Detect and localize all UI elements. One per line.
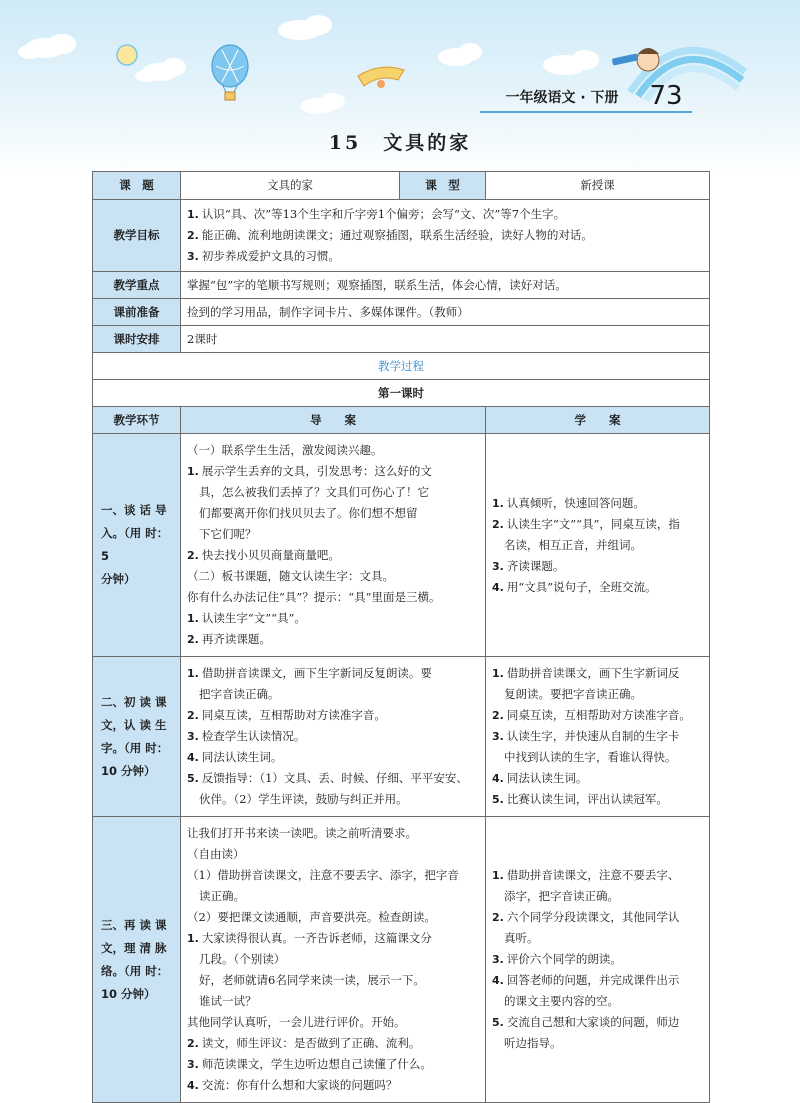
goals-list (181, 200, 710, 272)
item-text: 认真倾听，快速回答问题。 (506, 495, 645, 510)
item-number: 4. (492, 580, 504, 594)
goal-line (187, 225, 703, 246)
cloud-icon (278, 15, 332, 40)
item-text: 伙伴。（2）学生评读，鼓励与纠正并用。 (199, 792, 408, 806)
stage-row (93, 434, 710, 657)
guide-line (187, 629, 479, 650)
cloud-icon (543, 50, 599, 75)
item-text: 谁试一试？ (199, 994, 257, 1008)
guide-line (187, 461, 479, 482)
item-text: 快去找小贝贝商量商量吧。 (201, 548, 340, 562)
item-number: 3. (492, 730, 504, 743)
process-row (93, 353, 710, 380)
lesson-title (250, 126, 550, 160)
item-text: （自由读） (187, 847, 245, 861)
item-text: 认识“具、次”等13个生字和斤字旁1个偏旁；会写“文、次”等7个生字。 (201, 207, 566, 221)
item-text: 借助拼音读课文，注意不要丢字、 (506, 868, 680, 882)
lesson-plan-table (92, 171, 710, 1103)
cloud-icon (300, 93, 345, 114)
item-text: 真听。 (504, 931, 539, 945)
item-text: 同桌互读，互相帮助对方读准字音。 (201, 708, 386, 722)
item-number: 4. (492, 974, 504, 987)
item-text: 认读生字“文”“具”。 (201, 611, 306, 625)
item-number: 3. (187, 730, 199, 743)
study-line (492, 535, 703, 556)
item-text: （1）借助拼音读课文，注意不要丢字、添字，把字音 (187, 868, 459, 882)
item-text: 六个同学分段读课文，其他同学认 (506, 910, 680, 924)
item-number: 4. (187, 1079, 199, 1092)
goals-row (93, 200, 710, 272)
item-text: 们都要离开你们找贝贝去了。你们想不想留 (199, 506, 418, 520)
item-number: 5. (492, 793, 504, 806)
guide-line (187, 1012, 479, 1033)
goals-label: 教学目标 (93, 200, 181, 272)
stage-name-line: 入。（用 时：5 (101, 526, 169, 563)
stage-row (93, 657, 710, 817)
focus-value: 掌握“包”字的笔顺书写规则；观察插图，联系生活，体会心情，读好对话。 (181, 272, 710, 299)
item-number: 3. (492, 559, 504, 573)
item-number: 2. (187, 633, 199, 646)
topic-row (93, 172, 710, 200)
guide-line (187, 566, 479, 587)
item-text: 几段。（个别读） (199, 952, 286, 966)
guide-line (187, 747, 479, 768)
item-text: （二）板书课题，随文认读生字：文具。 (187, 569, 394, 583)
item-number: 1. (187, 932, 199, 945)
prep-label: 课前准备 (93, 299, 181, 326)
item-text: 展示学生丢弃的文具，引发思考：这么好的文 (201, 464, 432, 478)
stage-name-line: 分钟） (101, 572, 136, 586)
item-text: 回答老师的问题，并完成课件出示 (506, 973, 680, 987)
item-number: 5. (187, 772, 199, 785)
item-text: 名读，相互正音，并组词。 (504, 537, 642, 552)
study-line (492, 865, 703, 886)
grade-label: 一年级语文 · 下册 (505, 90, 619, 106)
stage-row (93, 817, 710, 1103)
item-number: 1. (492, 869, 504, 882)
guide-line (187, 823, 479, 844)
item-number: 1. (187, 465, 199, 478)
stage-name-line: 10 分钟） (101, 763, 156, 778)
study-content (486, 434, 710, 657)
lesson-number: 15 (328, 132, 362, 154)
stage-rows (93, 434, 710, 1103)
guide-line (187, 970, 479, 991)
study-line (492, 991, 703, 1012)
study-line (492, 663, 703, 684)
stage-name-line: 文，理 清 脉 (101, 940, 167, 955)
guide-line (187, 1054, 479, 1075)
item-text: 比赛认读生词，评出认读冠军。 (506, 792, 668, 806)
study-line (492, 577, 703, 598)
item-text: 你有什么办法记住“具”？提示：“具”里面是三横。 (187, 590, 441, 604)
type-value: 新授课 (486, 172, 710, 200)
item-text: 认读生字“文”“具”，同桌互读，指 (506, 516, 680, 531)
study-line (492, 684, 703, 705)
cloud-icon (438, 43, 482, 66)
study-line (492, 493, 703, 514)
stage-name (93, 657, 181, 817)
focus-row (93, 272, 710, 299)
item-text: 中找到认读的生字，看谁认得快。 (504, 750, 677, 764)
study-line (492, 949, 703, 970)
guide-line (187, 865, 479, 886)
item-text: 让我们打开书来读一读吧。读之前听清要求。 (187, 826, 417, 840)
item-text: 检查学生认读情况。 (201, 729, 306, 743)
study-line (492, 747, 703, 768)
hot-air-balloon-icon (212, 45, 248, 100)
item-text: 师范读课文，学生边听边想自己读懂了什么。 (201, 1057, 432, 1071)
study-content (486, 817, 710, 1103)
guide-line (187, 928, 479, 949)
first-period-heading: 第一课时 (93, 380, 710, 407)
study-line (492, 705, 703, 726)
prep-row (93, 299, 710, 326)
teaching-process-heading: 教学过程 (93, 353, 710, 380)
glider-icon (358, 67, 404, 88)
item-number: 1. (187, 612, 199, 625)
guide-line (187, 726, 479, 747)
cloud-icon (18, 34, 76, 59)
study-line (492, 928, 703, 949)
item-text: 借助拼音读课文，画下生字新词反 (506, 666, 680, 680)
focus-label: 教学重点 (93, 272, 181, 299)
item-number: 4. (492, 772, 504, 785)
item-text: 添字，把字音读正确。 (504, 889, 619, 903)
item-number: 2. (492, 709, 504, 722)
study-line (492, 789, 703, 810)
child-with-telescope-icon (612, 48, 659, 71)
guide-line (187, 524, 479, 545)
item-text: 借助拼音读课文，画下生字新词反复朗读。要 (201, 666, 432, 680)
guide-line (187, 907, 479, 928)
stage-name-line: 二、初 读 课 (101, 694, 167, 709)
study-line (492, 514, 703, 535)
study-line (492, 1033, 703, 1054)
study-line (492, 726, 703, 747)
stage-name (93, 434, 181, 657)
lesson-title-text: 文具的家 (383, 132, 472, 154)
study-line (492, 907, 703, 928)
item-text: 评价六个同学的朗读。 (506, 952, 622, 966)
study-line (492, 1012, 703, 1033)
period-row (93, 380, 710, 407)
item-number: 1. (187, 667, 199, 680)
item-text: 初步养成爱护文具的习惯。 (201, 249, 340, 263)
goal-line (187, 246, 703, 267)
stage-name (93, 817, 181, 1103)
stage-name-line: 文，认 读 生 (101, 717, 167, 732)
prep-value: 捡到的学习用品，制作字词卡片、多媒体课件。（教师） (181, 299, 710, 326)
guide-line (187, 949, 479, 970)
item-text: 交流自己想和大家谈的问题，师边 (506, 1015, 680, 1029)
item-text: 把字音读正确。 (199, 687, 280, 701)
item-text: 复朗读。要把字音读正确。 (504, 687, 642, 701)
item-number: 1. (187, 208, 199, 221)
goal-line (187, 204, 703, 225)
item-number: 2. (492, 517, 504, 531)
item-text: 好，老师就请6名同学来读一读，展示一下。 (199, 973, 425, 987)
item-text: 读文，师生评议：是否做到了正确、流利。 (201, 1036, 421, 1050)
item-text: 的课文主要内容的空。 (504, 994, 619, 1008)
topic-label: 课 题 (93, 172, 181, 200)
guide-line (187, 844, 479, 865)
column-header-row (93, 407, 710, 434)
stage-name-line: 络。（用 时： (101, 963, 169, 978)
sun-icon (117, 45, 137, 65)
guide-line (187, 587, 479, 608)
study-line (492, 970, 703, 991)
type-label: 课 型 (400, 172, 486, 200)
study-content (486, 657, 710, 817)
study-line (492, 886, 703, 907)
schedule-row (93, 326, 710, 353)
guide-line (187, 545, 479, 566)
guide-line (187, 886, 479, 907)
guide-content (181, 817, 486, 1103)
topic-value: 文具的家 (181, 172, 400, 200)
item-number: 3. (187, 250, 199, 263)
item-text: （2）要把课文读通顺，声音要洪亮。检查朗读。 (187, 910, 436, 924)
item-text: 同法认读生词。 (506, 771, 588, 785)
guide-line (187, 1033, 479, 1054)
stage-name-line: 一、谈 话 导 (101, 503, 167, 517)
stage-name-line: 10 分钟） (101, 986, 156, 1001)
guide-line (187, 503, 479, 524)
guide-line (187, 608, 479, 629)
guide-line (187, 482, 479, 503)
item-text: 听边指导。 (504, 1036, 562, 1050)
item-number: 1. (492, 667, 504, 680)
guide-line (187, 663, 479, 684)
item-number: 2. (187, 709, 199, 722)
schedule-label: 课时安排 (93, 326, 181, 353)
guide-line (187, 440, 479, 461)
guide-content (181, 434, 486, 657)
item-text: 读正确。 (199, 889, 245, 903)
guide-line (187, 684, 479, 705)
item-number: 4. (187, 751, 199, 764)
item-text: 反馈指导：（1）文具、丢、时候、仔细、平平安安、 (201, 771, 468, 785)
item-number: 2. (492, 911, 504, 924)
item-text: 其他同学认真听，一会儿进行评价。开始。 (187, 1015, 406, 1029)
guide-column-header: 导 案 (181, 407, 486, 434)
item-number: 3. (492, 953, 504, 966)
item-text: 交流：你有什么想和大家谈的问题吗？ (201, 1078, 398, 1092)
guide-line (187, 991, 479, 1012)
guide-line (187, 1075, 479, 1096)
item-number: 3. (187, 1058, 199, 1071)
item-text: 大家读得很认真。一齐告诉老师，这篇课文分 (201, 931, 432, 945)
item-number: 2. (187, 549, 199, 562)
stage-name-line: 字。（用 时： (101, 740, 169, 755)
study-line (492, 556, 703, 577)
cloud-icon (135, 58, 186, 82)
item-text: 能正确、流利地朗读课文；通过观察插图，联系生活经验，读好人物的对话。 (201, 228, 593, 242)
item-number: 2. (187, 1037, 199, 1050)
item-number: 5. (492, 1016, 504, 1029)
item-text: 下它们呢？ (199, 527, 257, 541)
item-text: （一）联系学生生活，激发阅读兴趣。 (187, 443, 383, 457)
item-number: 2. (187, 229, 199, 242)
guide-line (187, 705, 479, 726)
item-text: 用“文具”说句子，全班交流。 (506, 579, 657, 594)
schedule-value: 2课时 (181, 326, 710, 353)
item-text: 具，怎么被我们丢掉了？文具们可伤心了！它 (199, 485, 429, 499)
stage-column-header: 教学环节 (93, 407, 181, 434)
item-text: 认读生字，并快速从自制的生字卡 (506, 729, 680, 743)
guide-content (181, 657, 486, 817)
item-number: 1. (492, 496, 504, 510)
item-text: 同法认读生词。 (201, 750, 283, 764)
study-column-header: 学 案 (486, 407, 710, 434)
guide-line (187, 768, 479, 789)
page-number: 73 (649, 81, 683, 111)
guide-line (187, 789, 479, 810)
item-text: 同桌互读，互相帮助对方读准字音。 (506, 708, 691, 722)
item-text: 齐读课题。 (506, 558, 565, 573)
study-line (492, 768, 703, 789)
item-text: 再齐读课题。 (201, 632, 271, 646)
stage-name-line: 三、再 读 课 (101, 917, 167, 932)
